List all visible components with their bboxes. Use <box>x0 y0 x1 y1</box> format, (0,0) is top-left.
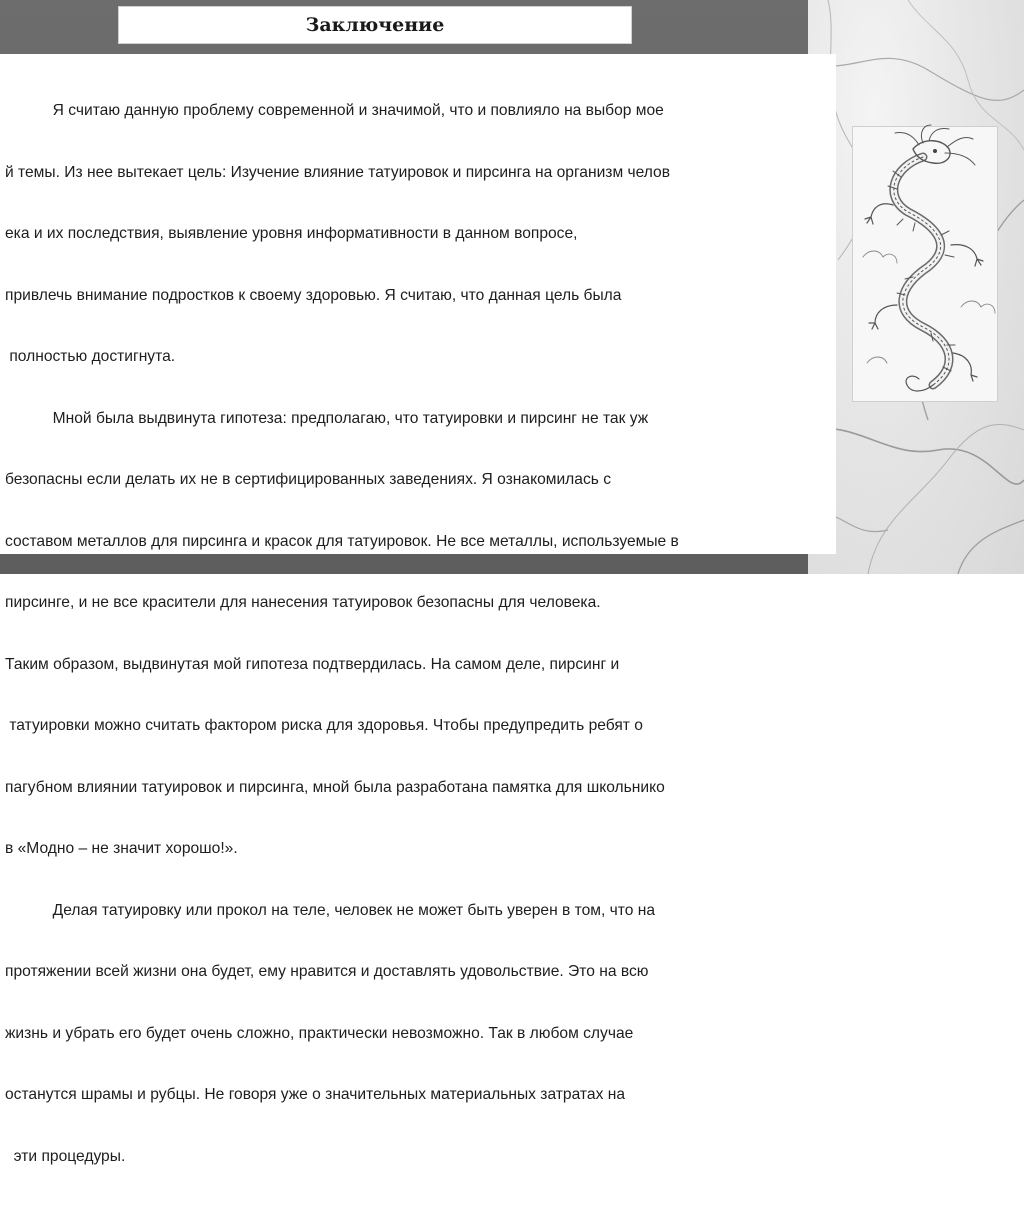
text-line: ека и их последствия, выявление уровня информативности в данном вопросе, <box>5 225 578 242</box>
text-line: протяжении всей жизни она будет, ему нравится и доставлять удовольствие. Это на всю <box>5 963 649 980</box>
text-line: в «Модно – не значит хорошо!». <box>5 840 238 857</box>
text-line: останутся шрамы и рубцы. Не говоря уже о значительных материальных затратах на <box>5 1086 625 1103</box>
dragon-tattoo-image <box>852 126 998 402</box>
slide-title: Заключение <box>305 14 445 36</box>
content-box <box>0 54 836 1165</box>
text-line: полностью достигнута. <box>5 348 176 365</box>
body-text <box>5 60 831 1208</box>
text-line: жизнь и убрать его будет очень сложно, практически невозможно. Так в любом случае <box>5 1024 634 1042</box>
text-line: Таким образом, выдвинутая мой гипотеза подтвердилась. На самом деле, пирсинг и <box>5 655 620 673</box>
text-line: пирсинге, и не все красители для нанесения татуировок безопасны для человека. <box>5 594 601 611</box>
text-line: составом металлов для пирсинга и красок для татуировок. Не все металлы, используемые в <box>5 532 679 550</box>
text-line: эти процедуры. <box>5 1147 126 1165</box>
title-box <box>118 6 632 44</box>
dragon-tattoo-icon <box>853 127 999 403</box>
text-line: безопасны если делать их не в сертифицированных заведениях. Я ознакомилась с <box>5 471 611 488</box>
text-line: привлечь внимание подростков к своему здоровью. Я считаю, что данная цель была <box>5 286 622 304</box>
text-line: Делая татуировку или прокол на теле, человек не может быть уверен в том, что на <box>5 901 656 919</box>
text-line: Мной была выдвинута гипотеза: предполагаю, что татуировки и пирсинг не так уж <box>5 409 649 427</box>
text-line: Я считаю данную проблему современной и значимой, что и повлияло на выбор мое <box>5 102 664 119</box>
text-line: й темы. Из нее вытекает цель: Изучение влияние татуировок и пирсинга на организм челов <box>5 163 671 181</box>
text-line: пагубном влиянии татуировок и пирсинга, мной была разработана памятка для школьнико <box>5 778 665 796</box>
text-line: татуировки можно считать фактором риска для здоровья. Чтобы предупредить ребят о <box>5 717 643 734</box>
